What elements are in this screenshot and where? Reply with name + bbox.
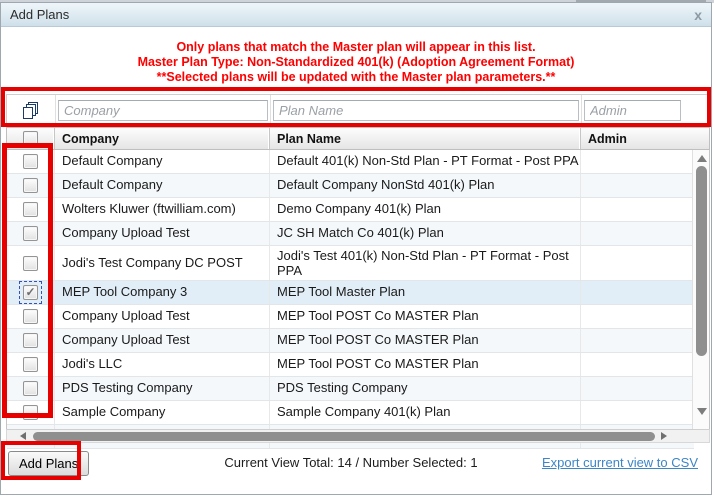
checkbox-focus-ring xyxy=(19,252,42,275)
row-checkbox-cell xyxy=(7,150,55,173)
table-row[interactable] xyxy=(7,222,694,246)
checkbox-focus-ring xyxy=(19,174,42,197)
admin-cell xyxy=(581,353,694,376)
admin-cell xyxy=(581,305,694,328)
plan-name-cell: Jodi's Test 401(k) Non-Std Plan - PT Format - Post PPA xyxy=(270,246,581,280)
checkbox-focus-ring xyxy=(19,150,42,173)
table-row[interactable] xyxy=(7,353,694,377)
column-header-company[interactable]: Company xyxy=(55,128,270,149)
horizontal-scrollbar[interactable] xyxy=(6,429,710,443)
scroll-left-arrow[interactable] xyxy=(20,432,26,440)
add-plans-dialog xyxy=(0,2,712,495)
plans-grid xyxy=(6,127,710,443)
table-row[interactable] xyxy=(7,377,694,401)
checkbox-focus-ring xyxy=(19,305,42,328)
plan-name-cell: Sample Company 401(k) Plan xyxy=(270,401,581,424)
company-cell: Company Upload Test xyxy=(55,329,270,352)
plan-name-cell: Demo Company 401(k) Plan xyxy=(270,198,581,221)
row-checkbox-cell xyxy=(7,222,55,245)
row-checkbox[interactable] xyxy=(23,357,38,372)
admin-filter-cell xyxy=(582,95,683,126)
company-cell: Default Company xyxy=(55,174,270,197)
row-checkbox[interactable] xyxy=(23,154,38,169)
copy-plans-button[interactable] xyxy=(7,95,56,126)
grid-header xyxy=(6,127,710,150)
column-header-plan-name[interactable]: Plan Name xyxy=(270,128,581,149)
company-filter-input[interactable] xyxy=(58,100,268,121)
row-checkbox-cell xyxy=(7,329,55,352)
company-cell: Company Upload Test xyxy=(55,222,270,245)
grid-body xyxy=(6,150,710,429)
admin-cell xyxy=(581,401,694,424)
add-plans-button[interactable]: Add Plans xyxy=(8,451,89,476)
company-cell: Company Upload Test xyxy=(55,305,270,328)
status-text: Current View Total: 14 / Number Selected: 1 xyxy=(224,455,478,470)
table-row[interactable] xyxy=(7,198,694,222)
row-checkbox[interactable] xyxy=(23,333,38,348)
checkbox-focus-ring xyxy=(19,329,42,352)
scroll-right-arrow[interactable] xyxy=(661,432,667,440)
table-row[interactable] xyxy=(7,174,694,198)
plan-name-cell: MEP Tool POST Co MASTER Plan xyxy=(270,305,581,328)
admin-cell xyxy=(581,377,694,400)
dialog-titlebar xyxy=(1,3,711,27)
row-checkbox[interactable] xyxy=(23,405,38,420)
checkbox-focus-ring xyxy=(19,401,42,424)
row-checkbox[interactable] xyxy=(23,256,38,271)
row-checkbox[interactable] xyxy=(23,309,38,324)
company-cell: PDS Testing Company xyxy=(55,377,270,400)
plan-name-cell: MEP Tool POST Co MASTER Plan xyxy=(270,353,581,376)
admin-cell xyxy=(581,329,694,352)
table-row[interactable] xyxy=(7,401,694,425)
notice-line-1: Only plans that match the Master plan will appear in this list. xyxy=(176,40,536,54)
row-checkbox-cell xyxy=(7,246,55,280)
plan-name-cell: PDS Testing Company xyxy=(270,377,581,400)
company-cell: Jodi's Test Company DC POST xyxy=(55,246,270,280)
vertical-scroll-thumb[interactable] xyxy=(696,166,707,356)
filter-row xyxy=(6,94,708,127)
plan-name-cell: Default 401(k) Non-Std Plan - PT Format - Post PPA xyxy=(270,150,581,173)
checkbox-focus-ring xyxy=(19,281,42,304)
row-checkbox-cell xyxy=(7,198,55,221)
plan-name-filter-input[interactable] xyxy=(273,100,579,121)
horizontal-scroll-thumb[interactable] xyxy=(33,432,655,441)
plan-name-cell: JC SH Match Co 401(k) Plan xyxy=(270,222,581,245)
admin-cell xyxy=(581,281,694,304)
dialog-title: Add Plans xyxy=(10,7,70,22)
admin-cell xyxy=(581,222,694,245)
company-cell: Default Company xyxy=(55,150,270,173)
row-checkbox-cell xyxy=(7,401,55,424)
admin-cell xyxy=(581,198,694,221)
copy-plans-icon xyxy=(23,102,39,120)
plan-name-cell: MEP Tool Master Plan xyxy=(270,281,581,304)
table-row[interactable] xyxy=(7,246,694,281)
close-icon[interactable]: x xyxy=(694,6,702,23)
notice-line-3: **Selected plans will be updated with the Master plan parameters.** xyxy=(156,70,556,84)
company-cell: Wolters Kluwer (ftwilliam.com) xyxy=(55,198,270,221)
plan-name-filter-cell xyxy=(271,95,582,126)
checkbox-focus-ring xyxy=(19,222,42,245)
checkbox-focus-ring xyxy=(19,353,42,376)
checkbox-focus-ring xyxy=(19,198,42,221)
plan-name-cell: Default Company NonStd 401(k) Plan xyxy=(270,174,581,197)
plan-name-cell: MEP Tool POST Co MASTER Plan xyxy=(270,329,581,352)
select-all-checkbox[interactable] xyxy=(23,131,38,146)
vertical-scrollbar[interactable] xyxy=(692,150,709,429)
row-checkbox-cell xyxy=(7,353,55,376)
master-plan-notice xyxy=(1,40,711,85)
table-row[interactable] xyxy=(7,150,694,174)
row-checkbox-cell xyxy=(7,174,55,197)
notice-line-2: Master Plan Type: Non-Standardized 401(k) (Adoption Agreement Format) xyxy=(137,55,575,69)
table-row[interactable] xyxy=(7,305,694,329)
row-checkbox[interactable] xyxy=(23,226,38,241)
grid-rows xyxy=(7,150,694,449)
row-checkbox[interactable]: ✓ xyxy=(23,285,38,300)
row-checkbox[interactable] xyxy=(23,202,38,217)
scroll-up-arrow[interactable] xyxy=(697,155,707,162)
select-all-cell xyxy=(7,128,55,149)
company-cell: Sample Company xyxy=(55,401,270,424)
company-cell: MEP Tool Company 3 xyxy=(55,281,270,304)
admin-cell xyxy=(581,246,694,280)
scroll-down-arrow[interactable] xyxy=(697,408,707,415)
company-cell: Jodi's LLC xyxy=(55,353,270,376)
row-checkbox-cell xyxy=(7,305,55,328)
admin-filter-input[interactable] xyxy=(584,100,681,121)
row-checkbox[interactable] xyxy=(23,178,38,193)
checkbox-focus-ring xyxy=(19,377,42,400)
table-row[interactable] xyxy=(7,281,694,305)
export-csv-link[interactable]: Export current view to CSV xyxy=(541,455,698,470)
column-header-admin[interactable]: Admin xyxy=(588,131,627,146)
admin-cell xyxy=(581,150,694,173)
row-checkbox[interactable] xyxy=(23,381,38,396)
row-checkbox-cell xyxy=(7,377,55,400)
company-filter-cell xyxy=(56,95,271,126)
admin-cell xyxy=(581,174,694,197)
table-row[interactable] xyxy=(7,329,694,353)
row-checkbox-cell xyxy=(7,281,55,304)
